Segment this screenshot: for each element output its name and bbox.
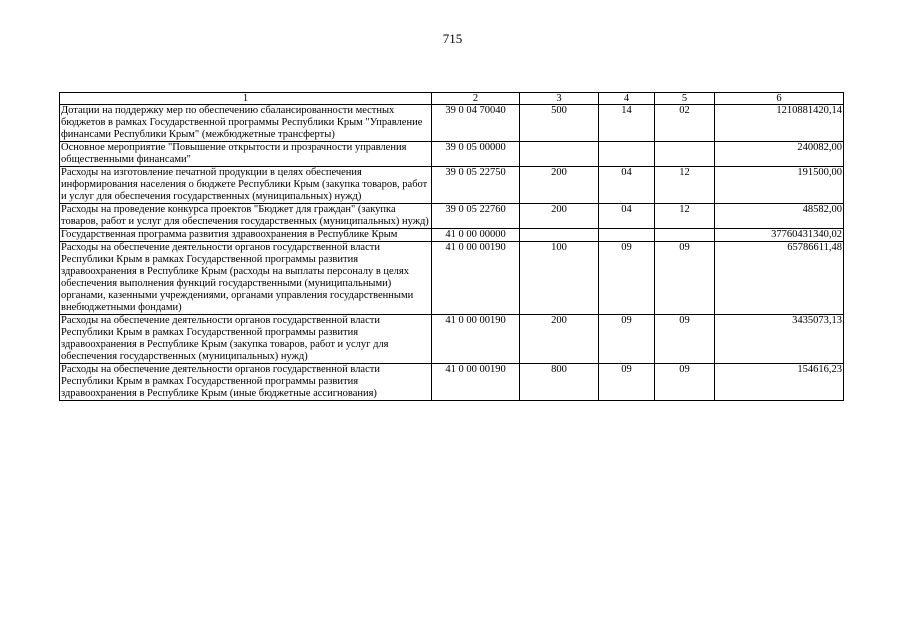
- column-header: 6: [715, 93, 844, 105]
- row-subsection: 09: [655, 315, 715, 364]
- row-amount: 48582,00: [715, 204, 844, 229]
- row-code: 39 0 05 00000: [432, 142, 520, 167]
- row-subsection: 09: [655, 242, 715, 315]
- row-code: 39 0 05 22750: [432, 167, 520, 204]
- row-code: 39 0 05 22760: [432, 204, 520, 229]
- row-amount: 65786611,48: [715, 242, 844, 315]
- budget-table: [59, 92, 844, 401]
- row-name: Расходы на обеспечение деятельности органов государственной власти Республики Крым в рамках Государственной программы развития здравоохранения в Республике Крым (иные бюджетные ассигнования): [60, 364, 432, 401]
- row-section: 04: [599, 204, 655, 229]
- row-code: 41 0 00 00190: [432, 242, 520, 315]
- row-amount: 37760431340,02: [715, 229, 844, 242]
- row-subsection: [655, 229, 715, 242]
- row-type: [520, 229, 599, 242]
- row-type: 800: [520, 364, 599, 401]
- row-type: 200: [520, 315, 599, 364]
- table-row: [60, 315, 844, 364]
- row-type: 100: [520, 242, 599, 315]
- row-type: 200: [520, 204, 599, 229]
- row-amount: 191500,00: [715, 167, 844, 204]
- table-row: [60, 204, 844, 229]
- row-name: Основное мероприятие "Повышение открытости и прозрачности управления общественными финансами": [60, 142, 432, 167]
- row-name: Государственная программа развития здравоохранения в Республике Крым: [60, 229, 432, 242]
- row-section: 09: [599, 242, 655, 315]
- row-name: Расходы на обеспечение деятельности органов государственной власти Республики Крым в рамках Государственной программы развития здравоохранения в Республике Крым (расходы на выплаты персоналу в целях обеспечения выполнения функций государственными (муниципальными) органами, казенными учреждениями, органами управления государственными внебюджетными фондами): [60, 242, 432, 315]
- page-number: 715: [442, 31, 463, 46]
- row-section: 04: [599, 167, 655, 204]
- table-row: [60, 364, 844, 401]
- column-header: 2: [432, 93, 520, 105]
- row-code: 41 0 00 00190: [432, 364, 520, 401]
- table-row: [60, 142, 844, 167]
- row-section: [599, 229, 655, 242]
- row-section: 09: [599, 315, 655, 364]
- row-code: 41 0 00 00000: [432, 229, 520, 242]
- table-row: [60, 229, 844, 242]
- column-header: 1: [60, 93, 432, 105]
- row-subsection: 12: [655, 167, 715, 204]
- column-header: 5: [655, 93, 715, 105]
- row-type: 200: [520, 167, 599, 204]
- row-subsection: 12: [655, 204, 715, 229]
- row-amount: 240082,00: [715, 142, 844, 167]
- row-name: Расходы на проведение конкурса проектов "Бюджет для граждан" (закупка товаров, работ и услуг для обеспечения государственных (муниципальных) нужд): [60, 204, 432, 229]
- row-subsection: 09: [655, 364, 715, 401]
- row-type: [520, 142, 599, 167]
- row-section: 14: [599, 105, 655, 142]
- column-header: 3: [520, 93, 599, 105]
- row-section: [599, 142, 655, 167]
- table-row: [60, 242, 844, 315]
- row-name: Расходы на изготовление печатной продукции в целях обеспечения информирования населения о бюджете Республики Крым (закупка товаров, работ и услуг для обеспечения государственных (муниципальных) нужд): [60, 167, 432, 204]
- row-amount: 3435073,13: [715, 315, 844, 364]
- row-subsection: 02: [655, 105, 715, 142]
- header-row: [60, 93, 844, 105]
- row-subsection: [655, 142, 715, 167]
- row-code: 41 0 00 00190: [432, 315, 520, 364]
- table-row: [60, 105, 844, 142]
- column-header: 4: [599, 93, 655, 105]
- row-type: 500: [520, 105, 599, 142]
- row-section: 09: [599, 364, 655, 401]
- table-row: [60, 167, 844, 204]
- row-amount: 1210881420,14: [715, 105, 844, 142]
- row-amount: 154616,23: [715, 364, 844, 401]
- row-name: Дотации на поддержку мер по обеспечению сбалансированности местных бюджетов в рамках Государственной программы Республики Крым "Управление финансами Республики Крым" (межбюджетные трансферты): [60, 105, 432, 142]
- row-name: Расходы на обеспечение деятельности органов государственной власти Республики Крым в рамках Государственной программы развития здравоохранения в Республике Крым (закупка товаров, работ и услуг для обеспечения государственных (муниципальных) нужд): [60, 315, 432, 364]
- row-code: 39 0 04 70040: [432, 105, 520, 142]
